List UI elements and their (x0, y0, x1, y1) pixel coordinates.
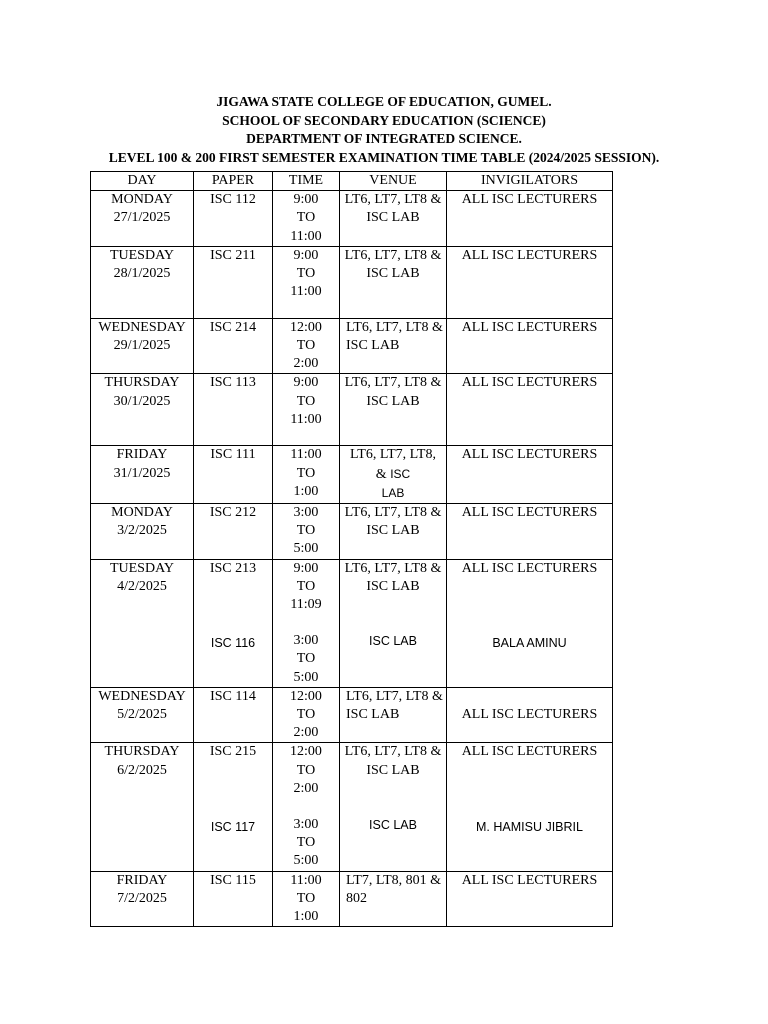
column-header-day: DAY (91, 172, 194, 191)
venue-text: LAB (381, 485, 405, 500)
venue-cell: LT7, LT8, 801 & 802 (340, 871, 447, 927)
invigilators-cell (447, 743, 613, 871)
venue-text: LT6, LT7, LT8 & ISC LAB (344, 560, 442, 594)
venue-cell: LT6, LT7, LT8 & ISC LAB (340, 246, 447, 318)
venue-cell (340, 743, 447, 871)
time-separator: TO (296, 465, 316, 481)
exam-date: 6/2/2025 (117, 762, 167, 778)
exam-date: 31/1/2025 (113, 465, 171, 481)
exam-date: 30/1/2025 (113, 393, 171, 409)
time-cell (273, 191, 340, 247)
start-time: 12:00 (290, 319, 322, 335)
exam-date: 7/2/2025 (117, 890, 167, 906)
start-time: 9:00 (293, 560, 319, 576)
end-time: 5:00 (293, 541, 319, 557)
invigilator-name: ALL ISC LECTURERS (461, 560, 598, 576)
paper-cell: ISC 212 (194, 504, 273, 560)
invigilators-cell: ALL ISC LECTURERS (447, 191, 613, 247)
day-cell (91, 687, 194, 743)
start-time: 9:00 (293, 375, 319, 391)
day-cell (91, 446, 194, 504)
invigilators-cell: ALL ISC LECTURERS (447, 687, 613, 743)
time-separator: TO (296, 266, 316, 282)
venue-text: ISC (390, 466, 411, 481)
day-cell (91, 743, 194, 871)
column-header-invigilators: INVIGILATORS (447, 172, 613, 191)
venue-cell: LT6, LT7, LT8 & ISC LAB (340, 374, 447, 446)
paper-cell: ISC 113 (194, 374, 273, 446)
invigilator-name: ALL ISC LECTURERS (461, 744, 598, 760)
venue-cell (340, 559, 447, 687)
day-cell (91, 191, 194, 247)
end-time: 11:09 (290, 597, 322, 613)
start-time: 11:00 (290, 447, 322, 463)
day-cell (91, 374, 194, 446)
end-time: 2:00 (293, 356, 319, 372)
table-row (91, 504, 613, 560)
table-row (91, 318, 613, 374)
venue-cell: LT6, LT7, LT8 & ISC LAB (340, 687, 447, 743)
time-cell (273, 687, 340, 743)
start-time: 3:00 (293, 633, 319, 649)
time-separator: TO (296, 523, 316, 539)
exam-date: 3/2/2025 (117, 523, 167, 539)
invigilators-cell: ALL ISC LECTURERS (447, 871, 613, 927)
column-header-time: TIME (273, 172, 340, 191)
table-row (91, 743, 613, 871)
time-separator: TO (296, 707, 316, 723)
table-header-row (91, 172, 613, 191)
venue-text: LT6, LT7, LT8 & ISC LAB (344, 744, 442, 778)
exam-date: 4/2/2025 (117, 578, 167, 594)
venue-text: ISC LAB (369, 634, 417, 649)
day-name: FRIDAY (116, 447, 168, 463)
day-cell (91, 559, 194, 687)
time-cell (273, 318, 340, 374)
exam-timetable (90, 171, 613, 927)
day-name: THURSDAY (104, 744, 180, 760)
column-header-paper: PAPER (194, 172, 273, 191)
time-separator: TO (296, 578, 316, 594)
invigilators-cell (447, 559, 613, 687)
document-title: LEVEL 100 & 200 FIRST SEMESTER EXAMINATION TIME TABLE (2024/2025 SESSION). (108, 149, 660, 165)
table-row (91, 374, 613, 446)
end-time: 11:00 (290, 228, 322, 244)
end-time: 2:00 (293, 725, 319, 741)
paper-cell (194, 559, 273, 687)
start-time: 11:00 (290, 872, 322, 888)
day-name: WEDNESDAY (98, 688, 186, 704)
end-time: 11:00 (290, 284, 322, 300)
venue-text: ISC LAB (369, 817, 417, 832)
day-cell (91, 871, 194, 927)
end-time: 11:00 (290, 411, 322, 427)
exam-date: 5/2/2025 (117, 707, 167, 723)
paper-cell: ISC 115 (194, 871, 273, 927)
start-time: 3:00 (293, 505, 319, 521)
invigilators-cell: ALL ISC LECTURERS (447, 318, 613, 374)
start-time: 9:00 (293, 192, 319, 208)
column-header-venue: VENUE (340, 172, 447, 191)
exam-date: 28/1/2025 (113, 266, 171, 282)
time-cell (273, 374, 340, 446)
table-row (91, 871, 613, 927)
end-time: 2:00 (293, 780, 319, 796)
paper-cell: ISC 214 (194, 318, 273, 374)
day-name: MONDAY (111, 505, 173, 521)
day-name: MONDAY (111, 192, 173, 208)
table-row (91, 687, 613, 743)
start-time: 12:00 (290, 688, 322, 704)
day-cell (91, 318, 194, 374)
table-row (91, 559, 613, 687)
exam-date: 27/1/2025 (113, 210, 171, 226)
time-separator: TO (296, 762, 316, 778)
start-time: 9:00 (293, 247, 319, 263)
paper-cell: ISC 211 (194, 246, 273, 318)
start-time: 12:00 (290, 744, 322, 760)
time-cell (273, 871, 340, 927)
time-cell (273, 504, 340, 560)
paper-cell: ISC 111 (194, 446, 273, 504)
venue-text: LT6, LT7, LT8, & (350, 447, 436, 482)
start-time: 3:00 (293, 817, 319, 833)
end-time: 1:00 (293, 483, 319, 499)
invigilator-name: BALA AMINU (492, 635, 567, 650)
document-header (0, 93, 768, 167)
table-row (91, 191, 613, 247)
time-separator: TO (296, 210, 316, 226)
time-separator: TO (296, 338, 316, 354)
paper-cell: ISC 112 (194, 191, 273, 247)
day-name: THURSDAY (104, 375, 180, 391)
paper-code: ISC 116 (210, 635, 256, 650)
day-name: TUESDAY (109, 560, 175, 576)
paper-code: ISC 215 (209, 744, 257, 760)
school-name: SCHOOL OF SECONDARY EDUCATION (SCIENCE) (222, 112, 546, 128)
venue-cell: LT6, LT7, LT8 & ISC LAB (340, 191, 447, 247)
paper-code: ISC 213 (209, 560, 257, 576)
invigilators-cell: ALL ISC LECTURERS (447, 374, 613, 446)
day-name: TUESDAY (109, 247, 175, 263)
time-cell (273, 446, 340, 504)
invigilator-name: M. HAMISU JIBRIL (476, 819, 583, 834)
paper-cell: ISC 114 (194, 687, 273, 743)
table-row (91, 246, 613, 318)
end-time: 5:00 (293, 853, 319, 869)
end-time: 5:00 (293, 669, 319, 685)
exam-date: 29/1/2025 (113, 338, 171, 354)
venue-cell (340, 446, 447, 504)
invigilators-cell: ALL ISC LECTURERS (447, 504, 613, 560)
time-cell (273, 743, 340, 871)
time-separator: TO (296, 890, 316, 906)
time-cell (273, 246, 340, 318)
venue-cell: LT6, LT7, LT8 & ISC LAB (340, 318, 447, 374)
paper-code: ISC 117 (210, 819, 256, 834)
end-time: 1:00 (293, 909, 319, 925)
invigilators-cell: ALL ISC LECTURERS (447, 246, 613, 318)
day-name: WEDNESDAY (98, 319, 186, 335)
paper-cell (194, 743, 273, 871)
day-cell (91, 504, 194, 560)
day-cell (91, 246, 194, 318)
table-row (91, 446, 613, 504)
day-name: FRIDAY (116, 872, 168, 888)
department-name: DEPARTMENT OF INTEGRATED SCIENCE. (246, 131, 522, 146)
college-name: JIGAWA STATE COLLEGE OF EDUCATION, GUMEL. (216, 94, 552, 109)
time-cell (273, 559, 340, 687)
time-separator: TO (296, 835, 316, 851)
time-separator: TO (296, 651, 316, 667)
venue-cell: LT6, LT7, LT8 & ISC LAB (340, 504, 447, 560)
time-separator: TO (296, 393, 316, 409)
invigilators-cell: ALL ISC LECTURERS (447, 446, 613, 504)
